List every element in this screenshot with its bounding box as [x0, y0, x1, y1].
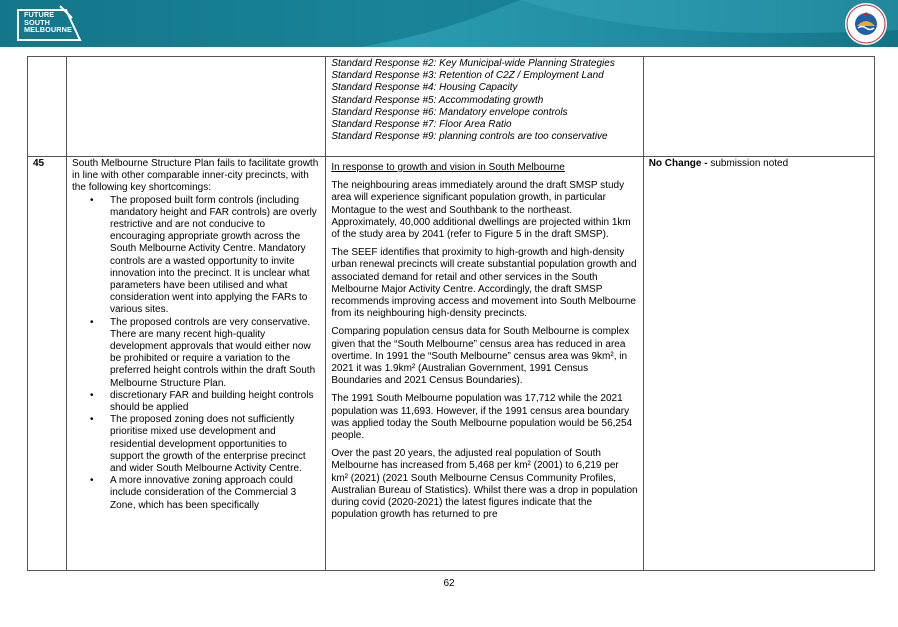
- submission-bullet: • A more innovative zoning approach could include consideration of the Commercial 3 Zone, which has been specifically: [110, 475, 320, 512]
- banner-wave-graphic: [0, 0, 898, 47]
- header-banner: [0, 0, 898, 47]
- outcome-cell: [643, 57, 874, 157]
- standard-response-item: Standard Response #7: Floor Area Ratio: [331, 119, 512, 131]
- standard-response-item: Standard Response #5: Accommodating growth: [331, 94, 544, 106]
- standard-response-item: Standard Response #2: Key Municipal-wide Planning Strategies: [331, 58, 615, 69]
- response-paragraph: Over the past 20 years, the adjusted real population of South Melbourne has increased from 5,468 per km² (2001) to 6,219 per km² (2021) (2021 South Melbourne Census Community Profiles, Australian Bureau of Statistics). Whilst there was a drop in population during covid (2020-2021) the latest figures indicate that the population growth has returned to pre: [331, 448, 638, 521]
- submission-bullet: • The proposed zoning does not sufficiently prioritise mixed use development and residential development opportunities to support the growth of the enterprise precinct and wider South Melbourne Activity Centre.: [110, 414, 320, 475]
- response-paragraph: The neighbouring areas immediately around the draft SMSP study area will experience significant population growth, in particular Montague to the west and Southbank to the northeast. Approximately, 40,000 additional dwellings are projected within 1km of the study area by 2041 (refer to Figure 5 in the draft SMSP).: [331, 180, 631, 241]
- submission-bullet-list: [72, 195, 320, 512]
- city-of-port-phillip-seal-icon: [844, 2, 888, 46]
- submission-bullet: • The proposed built form controls (including mandatory height and FAR controls) are overly restrictive and are not conducive to encouraging appropriate growth across the South Melbourne Activity Centre. Mandatory controls are a wasted opportunity to invite innovation into the precinct. It is unclear what parameters have been utilised and what consideration went into applying the FARs to various sites.: [110, 195, 320, 317]
- response-paragraph: The SEEF identifies that proximity to high-growth and high-density urban renewal precincts will create substantial population growth and associated demand for retail and other services in the South Melbourne Major Activity Centre. Accordingly, the draft SMSP recommends improving access and movement into South Melbourne from its neighbouring high-density precincts.: [331, 247, 637, 320]
- response-paragraph: The 1991 South Melbourne population was 17,712 while the 2021 population was 11,693. However, if the 1991 census area boundary was applied today the South Melbourne population would be 56,254 people.: [331, 393, 633, 442]
- submission-bullet: • discretionary FAR and building height controls should be applied: [110, 390, 320, 414]
- response-paragraph: Comparing population census data for South Melbourne is complex given that the “South Melbourne” census area has reduced in area overtime. In 1991 the “South Melbourne” census area was 9km², in 2021 it was 1.9km² (Australian Government, 1991 Census Boundaries and 2021 Census Boundaries).: [331, 326, 630, 387]
- page-number: 62: [443, 578, 455, 589]
- response-heading: In response to growth and vision in South Melbourne: [331, 162, 565, 173]
- table-row: [28, 57, 875, 157]
- outcome-cell: [643, 157, 874, 571]
- submission-cell: [67, 57, 326, 157]
- standard-response-item: Standard Response #3: Retention of C2Z / Employment Land: [331, 70, 604, 82]
- row-number-cell: [28, 57, 67, 157]
- response-cell: [326, 57, 643, 157]
- outcome-status: No Change -: [648, 158, 708, 169]
- submission-cell: [67, 157, 326, 571]
- table-row: [28, 157, 875, 571]
- submissions-table: [27, 56, 875, 571]
- standard-response-item: Standard Response #4: Housing Capacity: [331, 82, 518, 94]
- submission-intro: South Melbourne Structure Plan fails to facilitate growth in line with other comparable inner-city precincts, with the following key shortcomings:: [72, 158, 319, 194]
- row-number-cell: 45: [28, 157, 67, 571]
- submission-bullet: • The proposed controls are very conservative. There are many recent high-quality development approvals that would either now be prohibited or require a variation to the preferred height controls within the draft South Melbourne Structure Plan.: [110, 317, 320, 390]
- outcome-note: submission noted: [707, 158, 789, 169]
- standard-response-item: Standard Response #6: Mandatory envelope controls: [331, 106, 568, 118]
- response-cell: [326, 157, 643, 571]
- standard-response-item: Standard Response #9: planning controls are too conservative: [331, 131, 608, 143]
- future-south-melbourne-logo-text: FUTURE SOUTH MELBOURNE: [24, 10, 72, 35]
